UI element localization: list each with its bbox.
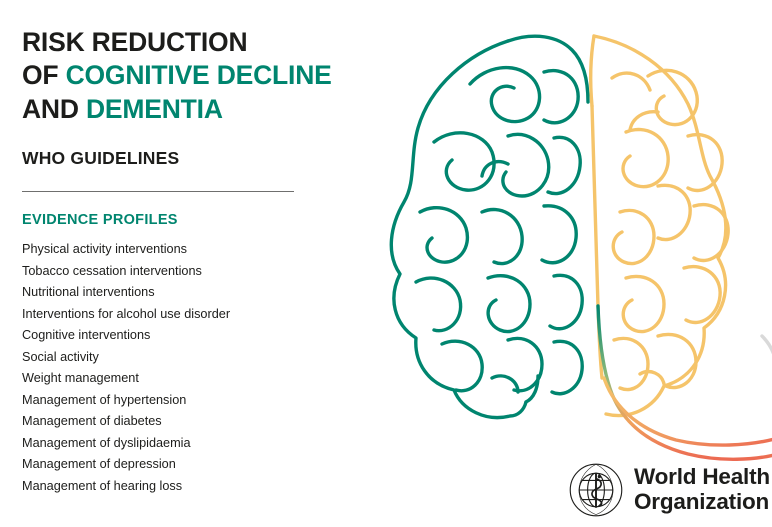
list-item: Management of hearing loss bbox=[22, 478, 183, 493]
title-segment-accent: COGNITIVE DECLINE bbox=[65, 60, 332, 91]
list-item: Tobacco cessation interventions bbox=[22, 263, 202, 278]
title-line-1 bbox=[22, 26, 322, 59]
page-title bbox=[22, 26, 332, 126]
brain-illustration bbox=[358, 6, 772, 466]
title-segment: AND bbox=[22, 93, 86, 124]
section-heading-evidence-profiles: EVIDENCE PROFILES bbox=[22, 212, 178, 229]
who-logo-text bbox=[634, 465, 770, 515]
brain-right-hemisphere bbox=[591, 36, 728, 416]
who-logo-line1: World Health bbox=[634, 464, 770, 490]
list-item: Interventions for alcohol use disorder bbox=[22, 306, 231, 321]
brain-left-hemisphere bbox=[391, 36, 588, 417]
title-segment-accent: DEMENTIA bbox=[85, 93, 223, 124]
title-segment: RISK REDUCTION bbox=[22, 27, 248, 57]
who-logo bbox=[568, 462, 770, 518]
list-item: Management of dyslipidaemia bbox=[22, 435, 191, 450]
title-line-2 bbox=[22, 59, 332, 92]
list-item: Cognitive interventions bbox=[22, 328, 151, 343]
who-logo-line2: Organization bbox=[634, 489, 770, 514]
page-subtitle: WHO GUIDELINES bbox=[22, 148, 180, 169]
who-emblem-icon bbox=[568, 462, 624, 518]
list-item: Social activity bbox=[22, 349, 99, 364]
list-item: Management of hypertension bbox=[22, 392, 187, 407]
list-item: Nutritional interventions bbox=[22, 285, 155, 300]
list-item: Management of diabetes bbox=[22, 414, 162, 429]
brain-detail-line bbox=[762, 336, 772, 378]
list-item: Physical activity interventions bbox=[22, 242, 188, 257]
horizontal-divider bbox=[22, 191, 294, 192]
text-column bbox=[22, 26, 332, 513]
list-item: Weight management bbox=[22, 371, 139, 386]
list-item: Management of depression bbox=[22, 457, 176, 472]
title-segment: OF bbox=[22, 60, 66, 91]
title-line-3 bbox=[22, 93, 322, 126]
evidence-profiles-list bbox=[22, 239, 322, 497]
